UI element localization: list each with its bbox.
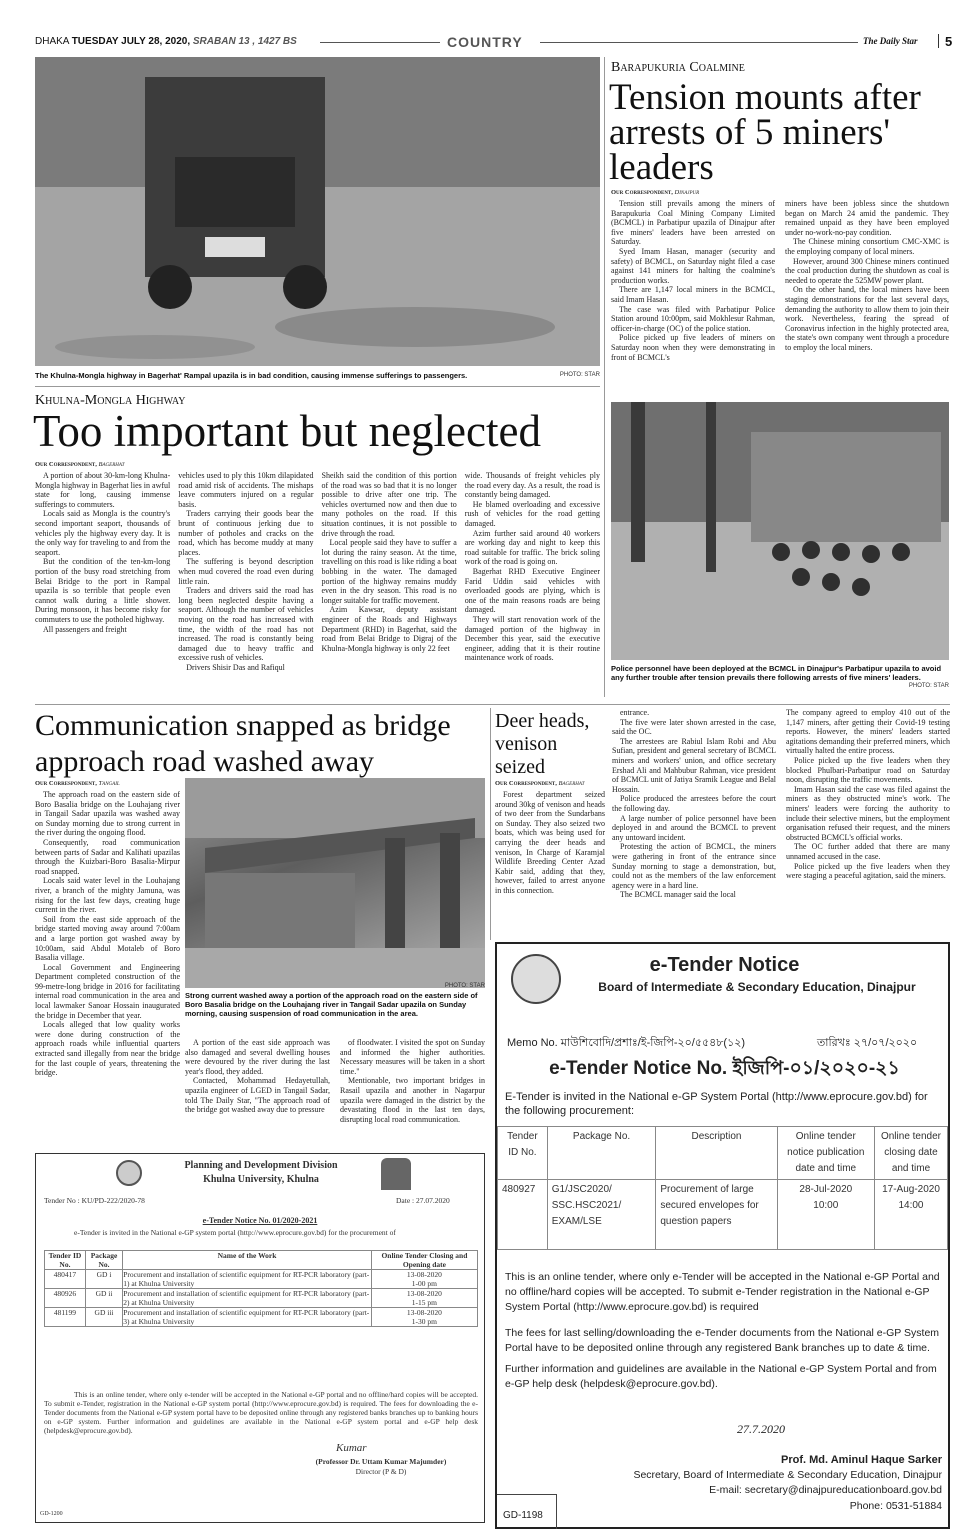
table-cell bbox=[777, 1180, 874, 1250]
paragraph: The BCMCL manager said the local bbox=[620, 890, 736, 900]
table-header-cell: Name of the Work bbox=[123, 1251, 372, 1270]
ku-division: Planning and Development Division bbox=[184, 1160, 338, 1171]
coalmine-kicker: Barapukuria Coalmine bbox=[611, 60, 745, 75]
table-header-cell: Description bbox=[656, 1127, 777, 1180]
table-cell: 481199 bbox=[45, 1308, 86, 1327]
paragraph: Local Government and Engineering Department completed construction of the 99-metre-long bridge in 2016 for facilitating internal road communication in the area and local lawmaker Sanoar Hossain inaugurated the bridge in December that year. bbox=[35, 962, 180, 1020]
table-cell-line: 17-Aug-2020 bbox=[882, 1184, 940, 1195]
table-row bbox=[45, 1308, 478, 1327]
paragraph: Police picked up the five leaders when they blocked Phulbari-Parbatipur road on Saturday noon, disrupting the traffic movements. bbox=[786, 755, 950, 785]
page-number: 5 bbox=[945, 34, 953, 49]
highway-columns bbox=[35, 471, 600, 672]
paragraph: They will start renovation work of the damaged portion of the highway in December this year, said the executive engineer, adding that it is their routine maintenance work of roads. bbox=[464, 614, 600, 663]
paragraph: The Chinese mining consortium CMC-XMC is the employing company of local miners. bbox=[785, 237, 949, 256]
paragraph: Tension still prevails among the miners of Barapukuria Coal Mining Company Limited (BCMCL) in Parbatipur upazila of Dinajpur after five miners' leaders have been arrested on Saturday. bbox=[611, 199, 775, 247]
article-column bbox=[322, 471, 457, 672]
board-signatory: Prof. Md. Aminul Haque Sarker bbox=[781, 1454, 942, 1466]
paragraph: The suffering is beyond description when mud covered the road even during little rain. bbox=[178, 557, 314, 586]
bridge-article-col1 bbox=[35, 780, 180, 1142]
coalmine-article bbox=[611, 189, 949, 389]
coalmine-byline: Our Correspondent, Dinajpur bbox=[611, 189, 700, 196]
paragraph: The approach road on the eastern side of Boro Basalia bridge on the Louhajang river in Tangail Sadar upazila was washed away on Sunday morning due to strong current in the river during the ongoing flood. bbox=[35, 790, 180, 838]
table-cell bbox=[498, 1180, 548, 1250]
ku-tender-ad bbox=[35, 1153, 485, 1523]
paragraph: vehicles used to ply this 10km dilapidated road amid risk of accidents. The mishaps leave commuters injured on a regular basis. bbox=[178, 471, 314, 509]
paragraph: A large number of police personnel have been deployed in and around the BCMCL to prevent any untoward incident. bbox=[612, 813, 776, 842]
board-memo: Memo No. মাউশিবোদি/প্রশাঃ/ই-জিপি-২০/৫৫৪৮(১২) bbox=[507, 1037, 746, 1049]
board-tender-table bbox=[497, 1126, 948, 1250]
coalmine-article-continued bbox=[612, 708, 950, 938]
paragraph: Consequently, road communication between parts of Sadar and Kalihati upazilas through the Kuizbari-Boro Basalia-Mirpur road snapped. bbox=[35, 837, 180, 876]
paragraph: Forest department seized around 30kg of venison and heads of two deer from the Sundarbans on Sunday. They also seized two boats, which was being used for carrying the deer heads and venison, In Charge of Karamjal Wildlife Breeding Center Azad Kabir said, adding that they, however, failed to arrest anyone in this connection. bbox=[495, 790, 605, 895]
table-cell: Procurement and installation of scientific equipment for RT-PCR laboratory (part-1) at Khulna University bbox=[123, 1270, 370, 1288]
board-gd-no: GD-1198 bbox=[503, 1510, 543, 1521]
paragraph: The OC further added that there are many unnamed accused in the case. bbox=[786, 842, 950, 861]
board-signatory-title: Secretary, Board of Intermediate & Secondary Education, Dinajpur bbox=[633, 1469, 942, 1481]
paragraph: Sheikh said the condition of this portion of the road was so bad that it is no longer possible to drive after one trip. The vehicles overturned now and then due to many potholes on the road. If this situation continues, it is not possible to drive through the road. bbox=[321, 471, 457, 538]
paragraph: of floodwater. I visited the spot on Sunday and informed the higher authorities. Necessary measures will be taken in a short time." bbox=[340, 1038, 485, 1076]
paragraph: Local people said they have to suffer a lot during the rainy season. At the time, travelling on this road is like riding a boat bobbing in the water. The damaged portion of the highway remains muddy even in the dry season. This road is no longer suitable for traffic movement. bbox=[321, 538, 457, 605]
ku-tender-no: Tender No : KU/PD-222/2020-78 bbox=[44, 1196, 145, 1205]
table-cell bbox=[547, 1180, 656, 1250]
page-header bbox=[35, 34, 960, 50]
masthead-logo: The Daily Star bbox=[863, 36, 918, 46]
paragraph: A portion of the east side approach was also damaged and several dwelling houses were devoured by the river during the last year's flood, they added. bbox=[185, 1038, 330, 1076]
table-cell-line: 480927 bbox=[502, 1184, 536, 1195]
police-photo bbox=[611, 402, 949, 660]
bridge-column-3 bbox=[340, 1038, 485, 1142]
bridge-column-2 bbox=[185, 1038, 330, 1142]
deer-body bbox=[495, 790, 605, 896]
paragraph: Traders carrying their goods bear the brunt of continuous jerking due to number of potholes and cracks on the road, which has become muddy at many places. bbox=[178, 509, 314, 557]
paragraph: Drivers Shisir Das and Rafiqul bbox=[186, 662, 285, 672]
coalmine-headline: Tension mounts after arrests of 5 miners' leaders bbox=[609, 77, 921, 188]
paragraph: But the condition of the ten-km-long portion of the busy road stretching from Belai Bridge to the port in Rampal upazila is so terrible that people even cannot walk during a little shower. During monsoon, it has become risky for commuters to use the potholed highway. bbox=[35, 557, 171, 624]
table-header-cell: Online tender closing date and time bbox=[874, 1127, 947, 1180]
paragraph: Police picked up five leaders of miners on Saturday noon when they were demonstrating in front of BCMCL's bbox=[611, 333, 775, 362]
paragraph: All passengers and freight bbox=[43, 624, 127, 634]
bridge-byline: Our Correspondent, Tangail bbox=[35, 780, 120, 787]
board-para-3: Further information and guidelines are available in the National e-GP System Portal and from e-GP help desk (helpdesk@eprocure.gov.bd). bbox=[505, 1363, 937, 1390]
paragraph: Mentionable, two important bridges in Rasail upazila and another in Nagarpur upazila were damaged in the district by the devastating flood in the last ten days, disrupting local road communication. bbox=[340, 1076, 485, 1124]
table-cell: Procurement and installation of scientific equipment for RT-PCR laboratory (part-2) at Khulna University bbox=[123, 1289, 370, 1307]
paragraph: On the other hand, the local miners have been staging demonstrations for the last several days, demanding the authority to allow them to join their work. Nevertheless, fearing the spread of Coronavirus infection in the highly protected area, the state's own company went through a procedure to employ the local miners. bbox=[785, 285, 949, 352]
deer-byline: Our Correspondent, Bagerhat bbox=[495, 780, 585, 787]
ku-date: Date : 27.07.2020 bbox=[396, 1196, 450, 1205]
deer-headline: Deer heads, venison seized bbox=[495, 710, 590, 778]
table-cell bbox=[371, 1289, 477, 1308]
board-name: Board of Intermediate & Secondary Education, Dinajpur bbox=[598, 980, 916, 994]
ku-intro: e-Tender is invited in the National e-GP system portal (http://www.eprocure.gov.bd) for the procurement of bbox=[74, 1228, 396, 1237]
paragraph: Locals alleged that low quality works were done during construction of the approach roads while influential quarters extracted sand illegally from near the bridge for the last couple of years, threatening the bridge. bbox=[35, 1020, 180, 1078]
table-header-cell: Package No. bbox=[85, 1251, 122, 1270]
board-phone: Phone: 0531-51884 bbox=[849, 1500, 942, 1512]
highway-article bbox=[35, 461, 600, 693]
board-para-2: The fees for last selling/downloading the e-Tender documents from the National e-GP System Portal have to be deposited online through any registered Bank branches up to date & time. bbox=[505, 1327, 940, 1354]
table-cell bbox=[656, 1180, 777, 1250]
highway-byline: Our Correspondent, Bagerhat bbox=[35, 461, 125, 468]
police-photo-illustration bbox=[611, 402, 949, 660]
board-para-1: This is an online tender, where only e-Tender will be accepted in the National e-GP Portal and no offline/hard copies will be accepted. To submit e-Tender registration in the National e-GP System Portal (http://www.eprocure.gov.bd) is required bbox=[505, 1271, 940, 1313]
paragraph: He blamed overloading and excessive rush of vehicles for the road getting damaged. bbox=[464, 499, 600, 528]
board-tender-ad bbox=[495, 942, 950, 1529]
table-cell-line: 13-08-2020 bbox=[406, 1308, 442, 1317]
article-column bbox=[35, 471, 170, 672]
table-row bbox=[45, 1270, 478, 1289]
table-cell-line: Procurement of large secured envelopes for question papers bbox=[660, 1184, 759, 1227]
paragraph: Azim further said around 40 workers are working day and night to keep this road suitable for traffic. The brick soling work of the road is going on. bbox=[464, 528, 600, 567]
board-signature: 27.7.2020 bbox=[737, 1422, 785, 1436]
paragraph: Contacted, Mohammad Hedayetullah, upazila engineer of LGED in Tangail Sadar, told The Daily Star, "The approach road of the bridge got washed away due to pressure bbox=[185, 1076, 330, 1115]
table-cell-line: 1-30 pm bbox=[411, 1317, 438, 1326]
paragraph: wide. Thousands of freight vehicles ply the road every day. As a result, the road is constantly being damaged. bbox=[464, 471, 600, 500]
board-notice-no: e-Tender Notice No. ইজিপি-০১/২০২০-২১ bbox=[549, 1058, 900, 1079]
highway-photo-caption: The Khulna-Mongla highway in Bagerhat' Rampal upazila is in bad condition, causing immense sufferings to passengers. PHOTO: STAR bbox=[35, 371, 600, 380]
portrait-icon bbox=[381, 1158, 411, 1190]
paragraph: Police produced the arrestees before the court the following day. bbox=[612, 794, 776, 813]
table-cell: GD i bbox=[85, 1270, 122, 1289]
ku-logo-icon bbox=[116, 1160, 142, 1186]
board-ad-title: e-Tender Notice bbox=[649, 954, 800, 976]
paragraph: There are 1,147 local miners in the BCMCL, said Imam Hasan. bbox=[611, 285, 775, 304]
police-photo-caption: Police personnel have been deployed at the BCMCL in Dinajpur's Parbatipur upazila to avoid any further trouble after tension prevails there following arrests of five miners' leaders. PHOTO: STAR bbox=[611, 664, 949, 689]
ku-tender-table bbox=[44, 1250, 478, 1327]
table-cell-line: 14:00 bbox=[898, 1200, 924, 1211]
ku-footer-text: This is an online tender, where only e-tender will be accepted in the National e-GP portal and no offline/hard copies will be accepted. To submit e-Tender, registration in the National e-GP system portal (http://www.eprocure.gov.bd) is required. The fees for downloading the e-Tender documents from the National e-GP system portal have to be deposited online through any registered banks branches up to banking hours on e-GP system. Further information and guidelines are available in the National e-GP system portal and e-GP help desk (helpdesk@eprocure.gov.bd). bbox=[44, 1390, 478, 1435]
board-memo-date: তারিখঃ ২৭/০৭/২০২০ bbox=[817, 1037, 918, 1049]
table-header-cell: Package No. bbox=[547, 1127, 656, 1180]
bridge-photo bbox=[185, 778, 485, 988]
article-column bbox=[785, 199, 949, 362]
board-email: E-mail: secretary@dinajpureducationboard.gov.bd bbox=[709, 1484, 942, 1496]
table-row bbox=[45, 1289, 478, 1308]
article-column bbox=[465, 471, 600, 672]
table-cell bbox=[371, 1270, 477, 1289]
bridge-headline: Communication snapped as bridge approach road washed away bbox=[35, 709, 451, 778]
paragraph: miners have been jobless since the shutdown began on March 24 amid the pandemic. They remained unpaid as they have been employed under no-work-no-pay condition. bbox=[785, 199, 949, 237]
table-cell: 480417 bbox=[45, 1270, 86, 1289]
table-cell-line: 13-08-2020 bbox=[406, 1270, 442, 1279]
paragraph: The company agreed to employ 410 out of the 1,147 miners, after getting their Covid-19 testing reports. However, the miners' leaders started agitations demanding their preferred miners, which virtually halted the entire process. bbox=[786, 708, 950, 756]
ku-gd-no: GD-1200 bbox=[40, 1511, 63, 1517]
table-cell: GD iii bbox=[85, 1308, 122, 1327]
ku-notice-title: e-Tender Notice No. 01/2020-2021 bbox=[202, 1216, 318, 1225]
board-intro: E-Tender is invited in the National e-GP System Portal (http://www.eprocure.gov.bd) for the following procurement: bbox=[505, 1091, 928, 1117]
table-header-cell: Tender ID No. bbox=[498, 1127, 548, 1180]
coalmine-columns-bottom bbox=[612, 708, 950, 900]
table-cell-line: 1-15 pm bbox=[411, 1298, 438, 1307]
ku-university: Khulna University, Khulna bbox=[203, 1174, 319, 1185]
table-cell: GD ii bbox=[85, 1289, 122, 1308]
paragraph: A portion of about 30-km-long Khulna-Mongla highway in Bagerhat lies in awful state for long, causing immense sufferings to commuters. bbox=[35, 471, 171, 509]
bridge-photo-caption: PHOTO: STAR Strong current washed away a portion of the approach road on the eastern side of Boro Basalia bridge on the Louhajang river in Tangail Sadar upazila on Sunday morning, causing suspension of road communication in the area. bbox=[185, 983, 485, 1018]
paragraph: Police picked up the five leaders when they were staging a peaceful agitation, said the miners. bbox=[786, 861, 950, 881]
table-cell bbox=[371, 1308, 477, 1327]
highway-photo bbox=[35, 57, 600, 366]
table-row bbox=[498, 1180, 948, 1250]
truck-photo-illustration bbox=[35, 57, 600, 366]
paragraph: Protesting the action of BCMCL, the miners were gathering in front of the entrance since Sunday morning to stage a demonstration, but, could not as the members of the law enforcement agency were in a hard line. bbox=[612, 842, 776, 890]
bridge-column-1 bbox=[35, 790, 180, 1078]
paragraph: Soil from the east side approach of the bridge started moving away around 7:00am and a large portion got washed away by 10:00am, said Abdul Motaleb of Boro Basalia village. bbox=[35, 914, 180, 963]
bridge-photo-illustration bbox=[185, 778, 485, 988]
paragraph: entrance. bbox=[620, 708, 650, 717]
dateline: DHAKA TUESDAY JULY 28, 2020, SRABAN 13 , 1427 BS bbox=[35, 36, 297, 47]
article-column bbox=[611, 199, 775, 362]
paragraph: Bagerhat RHD Executive Engineer Farid Uddin said vehicles with overloaded goods are plying, which is one of the main reasons roads are being damaged. bbox=[464, 566, 600, 615]
paragraph: Syed Imam Hasan, manager (security and safety) of BCMCL, on Saturday night filed a case against 141 miners for halting the coalmine's production works. bbox=[611, 246, 775, 285]
table-cell-line: 10:00 bbox=[813, 1200, 839, 1211]
paragraph: The case was filed with Parbatipur Police Station around 10:00pm, said Mokhlesur Rahman, officer-in-charge (OC) of the police station. bbox=[611, 304, 775, 333]
section-label: COUNTRY bbox=[447, 34, 523, 50]
article-column bbox=[786, 708, 950, 900]
table-cell: Procurement and installation of scientific equipment for RT-PCR laboratory (part-3) at Khulna University bbox=[123, 1308, 370, 1326]
deer-article bbox=[495, 780, 605, 935]
paragraph: The arrestees are Rabiul Islam Robi and Abu Sufian, president and general secretary of BCMCL miners and workers' union, and office secretary Ershad Ali and Mahbubur Rahman, vice president of BCMCL unit of Jatiya Sramik League and Belal Hossain. bbox=[612, 736, 776, 794]
paragraph: Azim Kawsar, deputy assistant engineer of the Roads and Highways Department (RHD) in Bagerhat, said the road from Belai Bridge to Digraj of the Khulna-Mongla highway is only 22 feet bbox=[321, 605, 457, 653]
article-column bbox=[178, 471, 313, 672]
ku-signatory: (Professor Dr. Uttam Kumar Majumder) bbox=[315, 1457, 447, 1466]
table-header-cell: Online Tender Closing and Opening date bbox=[371, 1251, 477, 1270]
ku-signature: Kumar bbox=[336, 1442, 367, 1454]
table-header-cell: Tender ID No. bbox=[45, 1251, 86, 1270]
table-cell-line: G1/JSC2020/ SSC.HSC2021/ EXAM/LSE bbox=[551, 1184, 622, 1227]
table-cell bbox=[874, 1180, 947, 1250]
table-cell-line: 13-08-2020 bbox=[406, 1289, 442, 1298]
ku-signatory-title: Director (P & D) bbox=[355, 1467, 407, 1476]
paragraph: The five were later shown arrested in the case, said the OC. bbox=[612, 717, 776, 737]
article-column bbox=[612, 708, 776, 900]
paragraph: Imam Hasan said the case was filed against the miners as they obstructed mine's work. The miners' leaders were forcing the authority to include their selective miners, but the employment organisation refused their request, and the miners obstructed BCMCL's official works. bbox=[786, 784, 950, 842]
paragraph: Locals said as Mongla is the country's second important seaport, thousands of vehicles ply the highway every day. It is the only way for traveling to and from the seaport. bbox=[35, 509, 171, 557]
highway-kicker: Khulna-Mongla Highway bbox=[35, 393, 186, 408]
paragraph: Locals said water level in the Louhajang river, a branch of the mighty Jamuna, was rising for the last few days, creating huge current in the river. bbox=[35, 876, 180, 915]
coalmine-columns-top bbox=[611, 199, 949, 362]
table-header-cell: Online tender notice publication date and time bbox=[777, 1127, 874, 1180]
table-cell-line: 1-00 pm bbox=[411, 1279, 438, 1288]
table-cell-line: 28-Jul-2020 bbox=[799, 1184, 853, 1195]
table-cell: 480926 bbox=[45, 1289, 86, 1308]
paragraph: Traders and drivers said the road has long been neglected despite having a seaport. Although the number of vehicles moving on the road has increased with time, the width of the road has not increased. The road is constantly being damaged due to heavy traffic and excessive rush of vehicles. bbox=[178, 586, 314, 663]
paragraph: However, around 300 Chinese miners continued the coal production during the shutdown as coal is needed to operate the 525MW power plant. bbox=[785, 256, 949, 285]
highway-headline: Too important but neglected bbox=[33, 406, 541, 456]
